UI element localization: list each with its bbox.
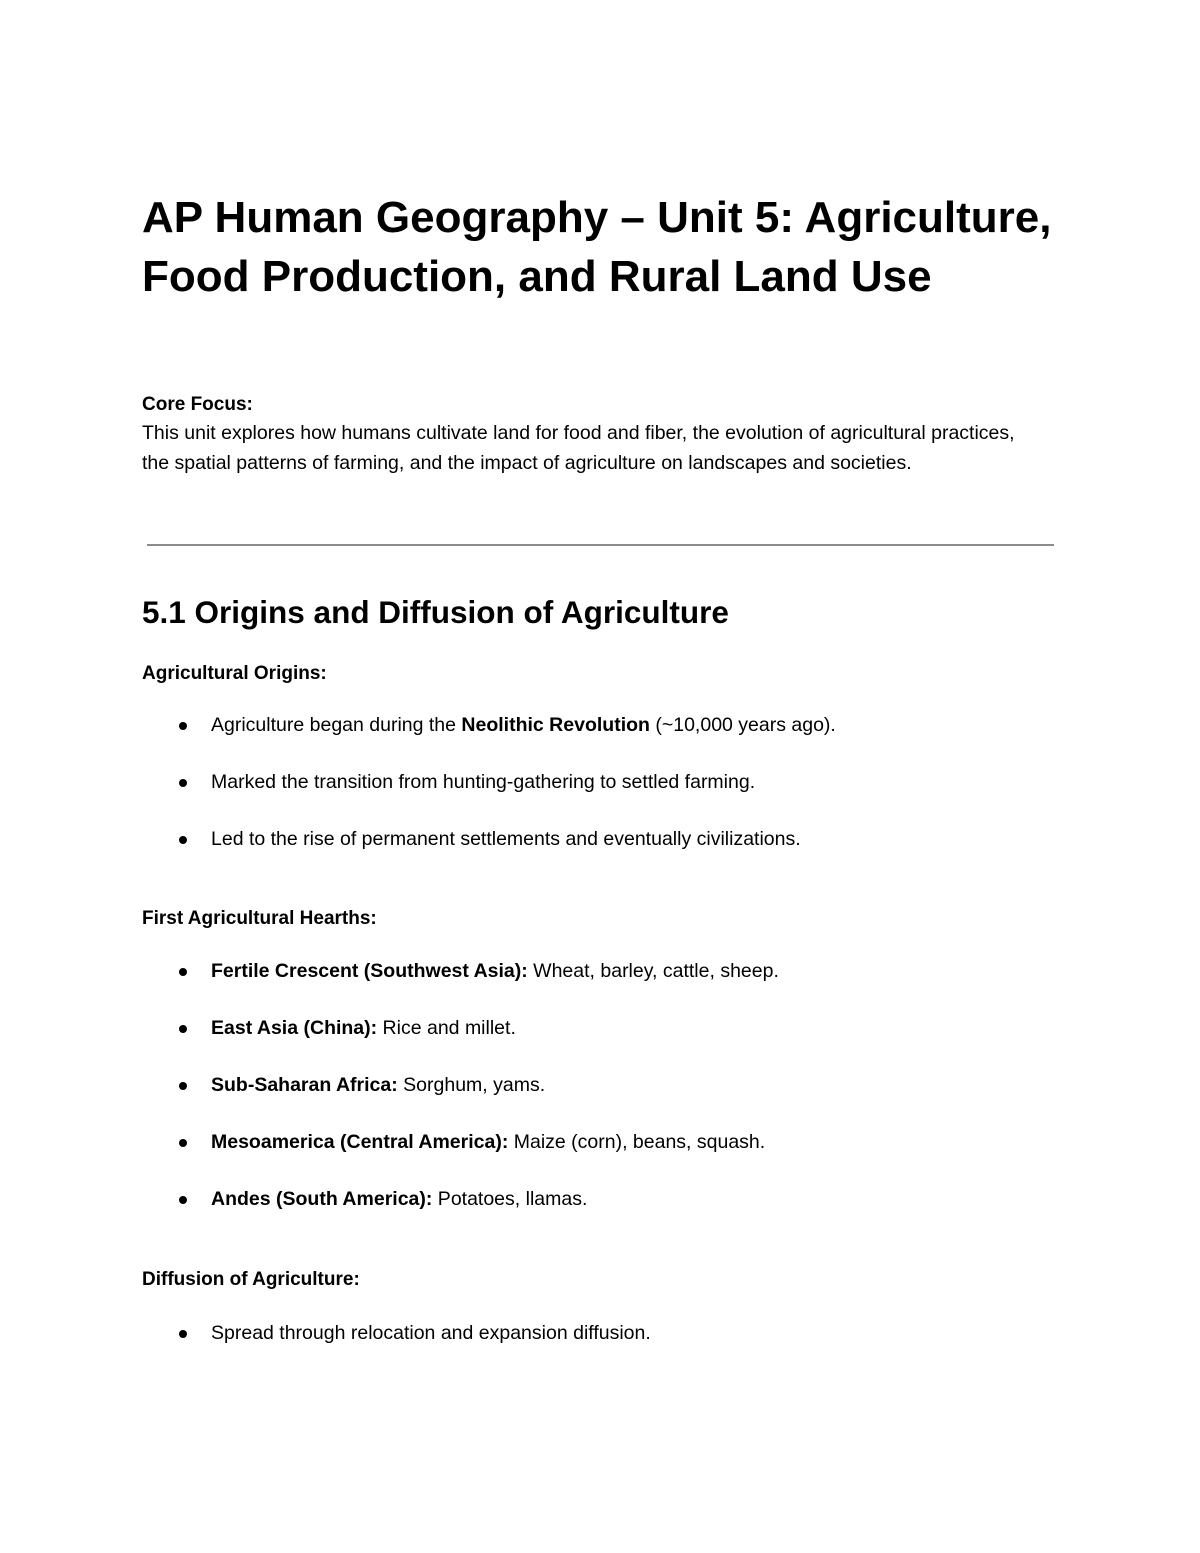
list-item-text: (~10,000 years ago).: [649, 714, 836, 736]
bullet-icon: [179, 1330, 187, 1338]
list-item: [142, 713, 1054, 770]
bullet-icon: [179, 1025, 187, 1033]
diffusion-list: [142, 1321, 1054, 1378]
list-item-bold-text: East Asia (China):: [211, 1017, 378, 1039]
list-item-bold-text: Fertile Crescent (Southwest Asia):: [211, 960, 528, 982]
list-item: [142, 770, 1054, 827]
bullet-icon: [179, 779, 187, 787]
list-item-bold-text: Neolithic Revolution: [461, 714, 650, 736]
section-heading: 5.1 Origins and Diffusion of Agriculture: [142, 594, 729, 630]
list-item-text: Wheat, barley, cattle, sheep.: [527, 960, 779, 982]
hearths-heading: First Agricultural Hearths:: [142, 908, 377, 929]
list-item-text: Rice and millet.: [377, 1017, 516, 1039]
list-item: [142, 1187, 1054, 1244]
list-item-text: Led to the rise of permanent settlements and eventually civilizations.: [211, 828, 801, 850]
list-item-text: Potatoes, llamas.: [432, 1188, 588, 1210]
bullet-icon: [179, 836, 187, 844]
bullet-icon: [179, 1082, 187, 1090]
list-item-text: Agriculture began during the: [211, 714, 462, 736]
list-item: [142, 827, 1054, 884]
core-focus-text: This unit explores how humans cultivate land for food and fiber, the evolution of agricultural practices, the spatial patterns of farming, and the impact of agriculture on landscapes and societies.: [142, 422, 1015, 474]
bullet-icon: [179, 968, 187, 976]
list-item-text: Maize (corn), beans, squash.: [508, 1131, 766, 1153]
list-item-text: Sorghum, yams.: [397, 1074, 546, 1096]
list-item-text: Spread through relocation and expansion diffusion.: [211, 1322, 651, 1344]
list-item: [142, 959, 1054, 1016]
list-item-bold-text: Mesoamerica (Central America):: [211, 1131, 509, 1153]
document-title: AP Human Geography – Unit 5: Agriculture, Food Production, and Rural Land Use: [142, 193, 1052, 301]
list-item-bold-text: Andes (South America):: [211, 1188, 433, 1210]
list-item: [142, 1130, 1054, 1187]
list-item: [142, 1073, 1054, 1130]
list-item: [142, 1321, 1054, 1378]
list-item-bold-text: Sub-Saharan Africa:: [211, 1074, 398, 1096]
bullet-icon: [179, 1196, 187, 1204]
agricultural-origins-list: [142, 713, 1054, 884]
list-item: [142, 1016, 1054, 1073]
horizontal-divider: [147, 544, 1054, 546]
list-item-text: Marked the transition from hunting-gathering to settled farming.: [211, 771, 756, 793]
hearths-list: [142, 959, 1054, 1244]
agricultural-origins-heading: Agricultural Origins:: [142, 663, 327, 684]
core-focus-label: Core Focus:: [142, 394, 253, 415]
bullet-icon: [179, 722, 187, 730]
bullet-icon: [179, 1139, 187, 1147]
diffusion-heading: Diffusion of Agriculture:: [142, 1269, 360, 1290]
